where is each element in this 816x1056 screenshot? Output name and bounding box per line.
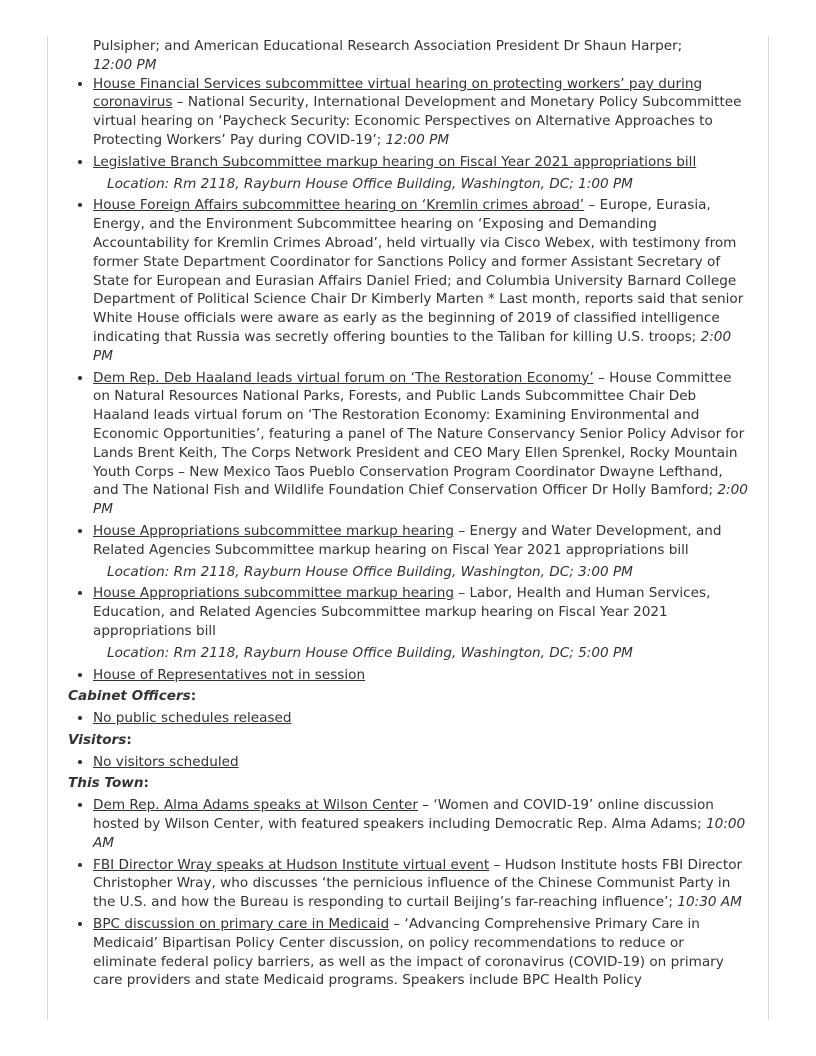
event-time: 10:30 AM (677, 894, 742, 911)
continued-text: Pulsipher; and American Educational Research Association President Dr Shaun Harper; (93, 38, 683, 54)
list-item (93, 75, 748, 150)
list-item (93, 522, 748, 581)
cabinet-list (68, 709, 748, 728)
event-time: 12:00 PM (385, 131, 450, 148)
section-heading-visitors: Visitors: (68, 731, 132, 748)
this-town-list (68, 796, 748, 990)
event-link[interactable]: Dem Rep. Alma Adams speaks at Wilson Center (93, 797, 418, 814)
event-link[interactable]: House Appropriations subcommittee markup hearing (93, 585, 455, 602)
event-description: – Europe, Eurasia, Energy, and the Environment Subcommittee hearing on ‘Exposing and Demanding Accountability for Kremlin Crimes Abroad’, held virtually via Cisco Webex, with testimony from former State Department Coordinator for Sanctions Policy and former Assistant Secretary of State for European and Eurasian Affairs Daniel Fried; and Columbia University Barnard College Department of Political Science Chair Dr Kimberly Marten * Last month, reports said that senior White House officials were aware as early as the beginning of 2019 of classified intelligence indicating that Russia was secretly offering bounties to the Taliban for killing U.S. troops; (93, 197, 744, 345)
event-description: – Hudson Institute hosts FBI Director Christopher Wray, who discusses ‘the pernicious influence of the Chinese Communist Party in the U.S. and how the Bureau is responding to curtail Beijing’s far-reaching influence’; (93, 856, 743, 911)
event-link[interactable]: No visitors scheduled (93, 753, 239, 770)
event-time: 2:00 PM (93, 482, 748, 518)
list-item (93, 709, 748, 728)
event-description: – Labor, Health and Human Services, Education, and Related Agencies Subcommittee markup hearing on Fiscal Year 2021 appropriations bill (93, 585, 711, 639)
list-item (93, 666, 748, 685)
event-link[interactable]: Dem Rep. Deb Haaland leads virtual forum on ‘The Restoration Economy’ (93, 369, 594, 386)
page-left-border (47, 36, 48, 1020)
list-item (93, 856, 748, 912)
event-location: Location: Rm 2118, Rayburn House Office Building, Washington, DC; 3:00 PM (107, 563, 633, 580)
event-location: Location: Rm 2118, Rayburn House Office Building, Washington, DC; 5:00 PM (107, 644, 633, 661)
visitors-list (68, 753, 748, 772)
event-time: 2:00 PM (93, 328, 732, 364)
event-link[interactable]: BPC discussion on primary care in Medicaid (93, 916, 390, 933)
event-link[interactable]: House Foreign Affairs subcommittee hearing on ‘Kremlin crimes abroad’ (93, 197, 585, 214)
event-location: Location: Rm 2118, Rayburn House Office Building, Washington, DC; 1:00 PM (107, 175, 633, 192)
event-link[interactable]: House of Representatives not in session (93, 666, 366, 683)
section-heading-cabinet: Cabinet Officers: (68, 688, 197, 705)
list-item (93, 369, 748, 519)
list-item (93, 796, 748, 852)
event-link[interactable]: Legislative Branch Subcommittee markup hearing on Fiscal Year 2021 appropriations bill (93, 153, 697, 170)
event-link[interactable]: No public schedules released (93, 710, 292, 727)
list-item (93, 753, 748, 772)
event-time: 10:00 AM (93, 816, 746, 851)
list-item (93, 915, 748, 990)
event-description: – ‘Advancing Comprehensive Primary Care in Medicaid’ Bipartisan Policy Center discussion, on policy recommendations to reduce or eliminate federal policy barriers, as well as the impact of coronavirus (COVID-19) on primary care providers and state Medicaid programs. Speakers include BPC Health Policy (93, 916, 724, 989)
event-link[interactable]: House Financial Services subcommittee virtual hearing on protecting workers’ pay during coronavirus (93, 75, 703, 111)
list-item (93, 153, 748, 194)
event-link[interactable]: FBI Director Wray speaks at Hudson Institute virtual event (93, 856, 490, 873)
event-description: – ‘Women and COVID-19’ online discussion hosted by Wilson Center, with featured speakers including Democratic Rep. Alma Adams; (93, 797, 714, 833)
continued-item (93, 37, 748, 75)
schedule-content (68, 37, 748, 993)
event-description: – Energy and Water Development, and Related Agencies Subcommittee markup hearing on Fiscal Year 2021 appropriations bill (93, 522, 722, 558)
event-link[interactable]: House Appropriations subcommittee markup hearing (93, 522, 455, 539)
event-description: – National Security, International Development and Monetary Policy Subcommittee virtual hearing on ‘Paycheck Security: Economic Perspectives on Alternative Approaches to Protecting Workers’ Pay during COVID-19’; (93, 94, 742, 148)
list-item (93, 584, 748, 662)
continued-time: 12:00 PM (93, 56, 157, 73)
congress-list (68, 75, 748, 685)
event-description: – House Committee on Natural Resources National Parks, Forests, and Public Lands Subcommittee Chair Deb Haaland leads virtual forum on ‘The Restoration Economy: Examining Environmental and Economic Opportunities’, featuring a panel of The Nature Conservancy Senior Policy Advisor for Lands Brent Keith, The Corps Network President and CEO Mary Ellen Sprenkel, Rocky Mountain Youth Corps – New Mexico Taos Pueblo Conservation Program Coordinator Dwayne Lefthand, and The National Fish and Wildlife Foundation Chief Conservation Officer Dr Holly Bamford; (93, 369, 745, 499)
list-item (93, 196, 748, 365)
section-heading-this-town: This Town: (68, 775, 149, 792)
page-right-border (768, 36, 769, 1020)
